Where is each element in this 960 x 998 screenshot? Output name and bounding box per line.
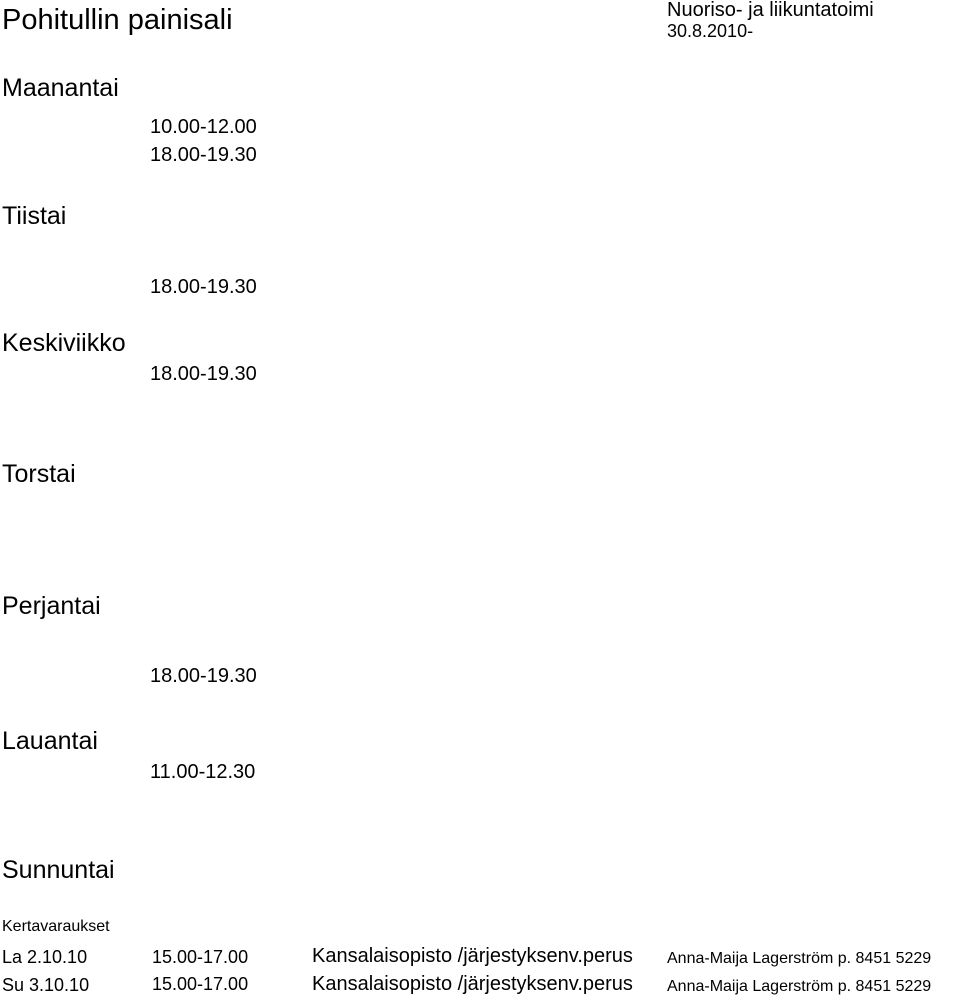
booking-contact: Anna-Maija Lagerström p. 8451 5229 bbox=[667, 978, 932, 995]
day-label-sunday: Sunnuntai bbox=[2, 856, 115, 884]
day-label-wednesday: Keskiviikko bbox=[2, 329, 126, 357]
time-slot-tuesday-1: 18.00-19.30 bbox=[150, 276, 257, 298]
day-label-tuesday: Tiistai bbox=[2, 202, 67, 230]
booking-time: 15.00-17.00 bbox=[152, 947, 249, 967]
day-label-friday: Perjantai bbox=[2, 592, 101, 620]
time-slot-friday-1: 18.00-19.30 bbox=[150, 665, 257, 687]
bookings-heading: Kertavaraukset bbox=[2, 918, 110, 935]
valid-from-date: 30.8.2010- bbox=[667, 21, 754, 41]
booking-time: 15.00-17.00 bbox=[152, 974, 249, 994]
time-slot-monday-2: 18.00-19.30 bbox=[150, 144, 257, 166]
booking-date: Su 3.10.10 bbox=[2, 975, 90, 995]
day-label-saturday: Lauantai bbox=[2, 727, 98, 755]
time-slot-wednesday-1: 18.00-19.30 bbox=[150, 363, 257, 385]
booking-contact: Anna-Maija Lagerström p. 8451 5229 bbox=[667, 950, 932, 967]
booking-organizer: Kansalaisopisto /järjestyksenv.perus bbox=[312, 974, 633, 994]
page-title: Pohitullin painisali bbox=[2, 4, 233, 36]
booking-organizer: Kansalaisopisto /järjestyksenv.perus bbox=[312, 946, 633, 966]
day-label-thursday: Torstai bbox=[2, 460, 76, 488]
department-label: Nuoriso- ja liikuntatoimi bbox=[667, 0, 874, 21]
time-slot-saturday-1: 11.00-12.30 bbox=[150, 761, 256, 783]
day-label-monday: Maanantai bbox=[2, 74, 119, 102]
booking-date: La 2.10.10 bbox=[2, 947, 88, 967]
time-slot-monday-1: 10.00-12.00 bbox=[150, 116, 257, 138]
